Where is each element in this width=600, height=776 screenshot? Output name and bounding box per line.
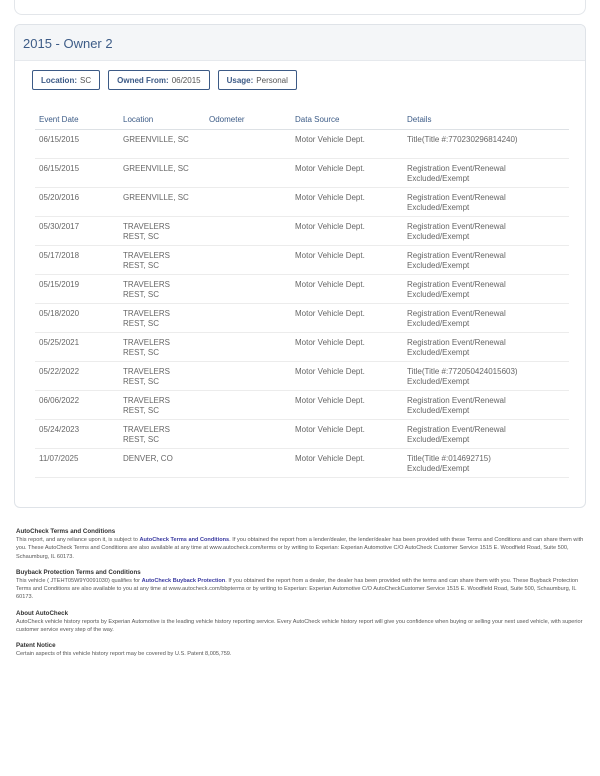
badge-value: SC xyxy=(80,75,92,85)
location-cell: TRAVELERS REST, SC xyxy=(119,275,205,304)
event-date-cell: 05/22/2022 xyxy=(35,362,119,391)
odometer-cell xyxy=(205,159,291,188)
details-cell: Registration Event/Renewal Excluded/Exempt xyxy=(403,159,569,188)
owner-badges xyxy=(32,70,297,90)
odometer-cell xyxy=(205,420,291,449)
event-date-cell: 06/06/2022 xyxy=(35,391,119,420)
terms-link[interactable]: AutoCheck Terms and Conditions xyxy=(139,537,230,544)
location-cell: TRAVELERS REST, SC xyxy=(119,391,205,420)
event-date-cell: 05/15/2019 xyxy=(35,275,119,304)
patent-section xyxy=(16,642,586,658)
details-cell: Registration Event/Renewal Excluded/Exempt xyxy=(403,420,569,449)
event-date-cell: 06/15/2015 xyxy=(35,130,119,159)
about-title: About AutoCheck xyxy=(16,609,69,617)
patent-title: Patent Notice xyxy=(16,642,56,650)
data-source-cell: Motor Vehicle Dept. xyxy=(291,333,403,362)
table-row xyxy=(35,333,569,362)
odometer-cell xyxy=(205,449,291,478)
buyback-link[interactable]: AutoCheck Buyback Protection xyxy=(141,578,226,585)
details-cell: Registration Event/Renewal Excluded/Exempt xyxy=(403,275,569,304)
location-cell: TRAVELERS REST, SC xyxy=(119,333,205,362)
previous-card-edge xyxy=(14,0,586,15)
odometer-cell xyxy=(205,130,291,159)
details-cell: Title(Title #:772050424015603) Excluded/Exempt xyxy=(403,362,569,391)
table-row xyxy=(35,391,569,420)
table-row xyxy=(35,304,569,333)
table-row xyxy=(35,449,569,478)
badge-key: Usage: xyxy=(226,75,254,85)
data-source-cell: Motor Vehicle Dept. xyxy=(291,159,403,188)
owner-card xyxy=(14,24,586,508)
header-details: Details xyxy=(403,109,569,130)
event-date-cell: 05/25/2021 xyxy=(35,333,119,362)
badge-key: Location: xyxy=(41,75,77,85)
details-cell: Title(Title #:014692715) Excluded/Exempt xyxy=(403,449,569,478)
data-source-cell: Motor Vehicle Dept. xyxy=(291,217,403,246)
terms-text-post: . If you obtained the report from a lender/dealer, the lender/dealer has been provided with these Terms and Conditions and can share them with you. These AutoCheck Terms and Conditions are also available at any time at www.autocheck.com/terms or by writing to Experian: Experian Automotive C/O AutoCheck Customer Service 1515 E. Woodfield Road, Suite 500, Schaumburg, IL 60173. xyxy=(16,537,584,560)
usage-badge xyxy=(218,70,297,90)
details-cell: Registration Event/Renewal Excluded/Exempt xyxy=(403,246,569,275)
buyback-title: Buyback Protection Terms and Conditions xyxy=(16,568,141,576)
odometer-cell xyxy=(205,304,291,333)
legal-footer xyxy=(16,528,586,667)
event-date-cell: 06/15/2015 xyxy=(35,159,119,188)
patent-text: Certain aspects of this vehicle history report may be covered by U.S. Patent 8,005,759. xyxy=(16,651,232,658)
data-source-cell: Motor Vehicle Dept. xyxy=(291,391,403,420)
data-source-cell: Motor Vehicle Dept. xyxy=(291,130,403,159)
odometer-cell xyxy=(205,333,291,362)
owned-from-badge xyxy=(108,70,209,90)
buyback-section xyxy=(16,569,586,602)
header-location: Location xyxy=(119,109,205,130)
about-text: AutoCheck vehicle history reports by Experian Automotive is the leading vehicle history reporting service. Every AutoCheck vehicle history report will give you confidence when buying or selling your next used vehicle, with superior customer service every step of the way. xyxy=(16,618,583,634)
location-cell: GREENVILLE, SC xyxy=(119,159,205,188)
data-source-cell: Motor Vehicle Dept. xyxy=(291,246,403,275)
header-data-source: Data Source xyxy=(291,109,403,130)
table-row xyxy=(35,130,569,159)
event-date-cell: 05/24/2023 xyxy=(35,420,119,449)
history-table xyxy=(35,109,569,478)
badge-key: Owned From: xyxy=(117,75,169,85)
event-date-cell: 05/17/2018 xyxy=(35,246,119,275)
event-date-cell: 05/30/2017 xyxy=(35,217,119,246)
table-header-row xyxy=(35,109,569,130)
details-cell: Registration Event/Renewal Excluded/Exempt xyxy=(403,304,569,333)
odometer-cell xyxy=(205,391,291,420)
terms-section xyxy=(16,528,586,561)
about-section xyxy=(16,610,586,635)
data-source-cell: Motor Vehicle Dept. xyxy=(291,188,403,217)
event-date-cell: 11/07/2025 xyxy=(35,449,119,478)
buyback-text-post: . If you obtained the report from a dealer, the dealer has been provided with the terms and can share them with you. These Buyback Protection Terms and Conditions are also available to you at any time at www.autocheck.com/bbpterms or by writing to Experian: Experian Automotive C/O AutoCheckCustomer Service 1515 E. Woodfield Road, Suite 500, Schaumburg, IL 60173. xyxy=(16,578,579,601)
table-row xyxy=(35,275,569,304)
data-source-cell: Motor Vehicle Dept. xyxy=(291,362,403,391)
details-cell: Registration Event/Renewal Excluded/Exempt xyxy=(403,188,569,217)
event-date-cell: 05/20/2016 xyxy=(35,188,119,217)
location-badge xyxy=(32,70,100,90)
data-source-cell: Motor Vehicle Dept. xyxy=(291,449,403,478)
odometer-cell xyxy=(205,188,291,217)
odometer-cell xyxy=(205,217,291,246)
odometer-cell xyxy=(205,362,291,391)
badge-value: 06/2015 xyxy=(171,75,201,85)
table-row xyxy=(35,420,569,449)
odometer-cell xyxy=(205,275,291,304)
location-cell: TRAVELERS REST, SC xyxy=(119,217,205,246)
terms-text xyxy=(16,536,586,561)
table-row xyxy=(35,188,569,217)
event-date-cell: 05/18/2020 xyxy=(35,304,119,333)
table-body xyxy=(35,130,569,478)
terms-title: AutoCheck Terms and Conditions xyxy=(16,528,116,535)
details-cell: Registration Event/Renewal Excluded/Exempt xyxy=(403,333,569,362)
location-cell: GREENVILLE, SC xyxy=(119,188,205,217)
location-cell: TRAVELERS REST, SC xyxy=(119,304,205,333)
location-cell: TRAVELERS REST, SC xyxy=(119,420,205,449)
location-cell: GREENVILLE, SC xyxy=(119,130,205,159)
details-cell: Title(Title #:770230296814240) xyxy=(403,130,569,159)
location-cell: TRAVELERS REST, SC xyxy=(119,362,205,391)
header-odometer: Odometer xyxy=(205,109,291,130)
terms-text-pre: This report, and any reliance upon it, is subject to xyxy=(16,537,140,544)
table-row xyxy=(35,362,569,391)
owner-card-header xyxy=(15,25,585,61)
data-source-cell: Motor Vehicle Dept. xyxy=(291,304,403,333)
table-row xyxy=(35,217,569,246)
odometer-cell xyxy=(205,246,291,275)
badge-value: Personal xyxy=(256,75,288,85)
details-cell: Registration Event/Renewal Excluded/Exempt xyxy=(403,391,569,420)
location-cell: DENVER, CO xyxy=(119,449,205,478)
header-event-date: Event Date xyxy=(35,109,119,130)
buyback-text-pre: This vehicle ( JTEHT05W9Y0091030) qualifies for xyxy=(16,578,142,585)
table-row xyxy=(35,159,569,188)
table-row xyxy=(35,246,569,275)
data-source-cell: Motor Vehicle Dept. xyxy=(291,420,403,449)
details-cell: Registration Event/Renewal Excluded/Exempt xyxy=(403,217,569,246)
location-cell: TRAVELERS REST, SC xyxy=(119,246,205,275)
owner-title: 2015 - Owner 2 xyxy=(23,36,113,51)
buyback-text xyxy=(16,577,586,602)
data-source-cell: Motor Vehicle Dept. xyxy=(291,275,403,304)
